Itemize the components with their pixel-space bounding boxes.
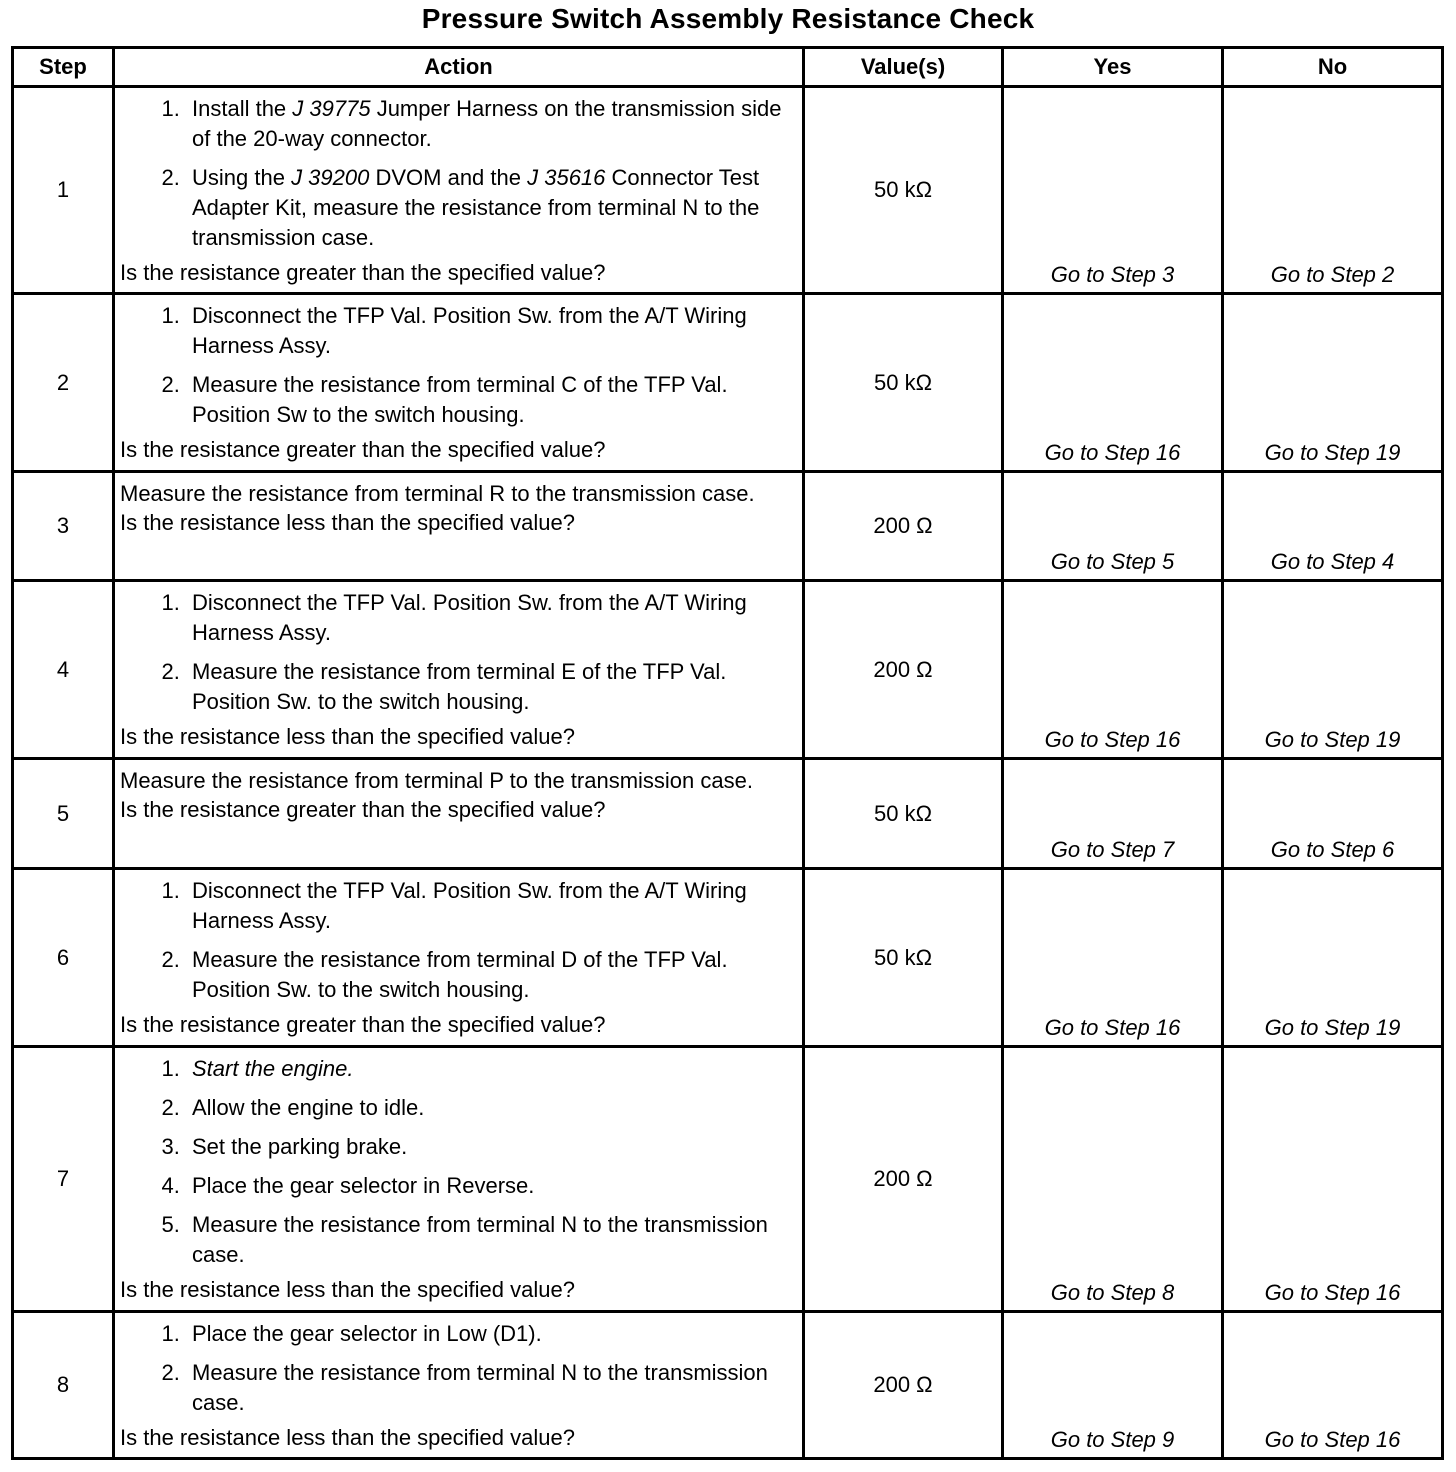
- yes-branch: Go to Step 7: [1003, 759, 1223, 869]
- header-value: Value(s): [804, 48, 1003, 87]
- table-row: [13, 1312, 1443, 1459]
- action-step-item: [186, 1093, 798, 1123]
- step-number: 2: [13, 294, 114, 472]
- header-step: Step: [13, 48, 114, 87]
- step-number: 4: [13, 581, 114, 759]
- action-steps-list: [120, 588, 798, 717]
- table-row: [13, 869, 1443, 1047]
- table-row: [13, 294, 1443, 472]
- table-body: [13, 87, 1443, 1459]
- action-text: Disconnect the TFP Val. Position Sw. from the A/T Wiring Harness Assy.: [192, 878, 747, 933]
- yes-branch: Go to Step 3: [1003, 87, 1223, 294]
- step-number: 8: [13, 1312, 114, 1459]
- action-cell: [114, 87, 804, 294]
- value-cell: 50 kΩ: [804, 294, 1003, 472]
- action-text: Measure the resistance from terminal R to the transmission case.: [120, 481, 755, 506]
- action-step-item: [186, 1210, 798, 1270]
- tool-reference: Start the engine.: [192, 1056, 354, 1081]
- resistance-check-table: [11, 46, 1444, 1460]
- no-branch: Go to Step 4: [1223, 472, 1443, 581]
- value-cell: 50 kΩ: [804, 87, 1003, 294]
- yes-branch: Go to Step 16: [1003, 581, 1223, 759]
- action-text: Install the: [192, 96, 293, 121]
- no-branch: Go to Step 16: [1223, 1047, 1443, 1312]
- value-cell: 200 Ω: [804, 1047, 1003, 1312]
- value-cell: 50 kΩ: [804, 869, 1003, 1047]
- action-step-item: [186, 876, 798, 936]
- page-title: Pressure Switch Assembly Resistance Check: [421, 3, 1035, 34]
- action-step-item: [186, 588, 798, 648]
- action-text: Place the gear selector in Low (D1).: [192, 1321, 542, 1346]
- action-text: Measure the resistance from terminal E of the TFP Val. Position Sw. to the switch housing.: [192, 659, 727, 714]
- tool-reference: J 39200: [291, 165, 370, 190]
- no-branch: Go to Step 19: [1223, 581, 1443, 759]
- action-question: Is the resistance less than the specified value?: [120, 724, 575, 749]
- action-text: Measure the resistance from terminal N to the transmission case.: [192, 1212, 768, 1267]
- action-steps-list: [120, 1319, 798, 1418]
- action-step-item: [186, 301, 798, 361]
- action-step-item: [186, 163, 798, 253]
- action-step-item: [186, 1054, 798, 1084]
- yes-branch: Go to Step 16: [1003, 294, 1223, 472]
- value-cell: 200 Ω: [804, 472, 1003, 581]
- action-cell: [114, 1047, 804, 1312]
- action-question: Is the resistance greater than the specified value?: [120, 797, 606, 822]
- no-branch: Go to Step 19: [1223, 294, 1443, 472]
- action-steps-list: [120, 301, 798, 430]
- action-step-item: [186, 1358, 798, 1418]
- table-row: [13, 87, 1443, 294]
- action-steps-list: [120, 876, 798, 1005]
- action-question: Is the resistance less than the specified value?: [120, 1277, 575, 1302]
- action-cell: [114, 581, 804, 759]
- action-cell: [114, 869, 804, 1047]
- action-step-item: [186, 370, 798, 430]
- action-text: Disconnect the TFP Val. Position Sw. from the A/T Wiring Harness Assy.: [192, 590, 747, 645]
- action-question: Is the resistance less than the specified value?: [120, 510, 575, 535]
- header-no: No: [1223, 48, 1443, 87]
- action-question: Is the resistance greater than the specified value?: [120, 260, 606, 285]
- tool-reference: J 39775: [292, 96, 371, 121]
- action-text: DVOM and the: [369, 165, 528, 190]
- no-branch: Go to Step 19: [1223, 869, 1443, 1047]
- action-text: Measure the resistance from terminal P to the transmission case.: [120, 768, 753, 793]
- action-step-item: [186, 945, 798, 1005]
- yes-branch: Go to Step 5: [1003, 472, 1223, 581]
- action-cell: [114, 472, 804, 581]
- action-text: Measure the resistance from terminal D of the TFP Val. Position Sw. to the switch housing.: [192, 947, 728, 1002]
- action-text: Jumper Harness on the transmission side of the 20-way connector.: [192, 96, 782, 151]
- header-action: Action: [114, 48, 804, 87]
- no-branch: Go to Step 2: [1223, 87, 1443, 294]
- step-number: 5: [13, 759, 114, 869]
- no-branch: Go to Step 6: [1223, 759, 1443, 869]
- table-row: [13, 472, 1443, 581]
- value-cell: 200 Ω: [804, 1312, 1003, 1459]
- table-row: [13, 1047, 1443, 1312]
- action-text: Using the: [192, 165, 292, 190]
- value-cell: 200 Ω: [804, 581, 1003, 759]
- action-step-item: [186, 1132, 798, 1162]
- action-text: Connector Test Adapter Kit, measure the resistance from terminal N to the transmission case.: [192, 165, 760, 250]
- table-header-row: [13, 48, 1443, 87]
- step-number: 6: [13, 869, 114, 1047]
- yes-branch: Go to Step 8: [1003, 1047, 1223, 1312]
- action-cell: [114, 1312, 804, 1459]
- value-cell: 50 kΩ: [804, 759, 1003, 869]
- action-steps-list: [120, 1054, 798, 1270]
- step-number: 1: [13, 87, 114, 294]
- tool-reference: J 35616: [527, 165, 606, 190]
- action-text: Measure the resistance from terminal N to the transmission case.: [192, 1360, 768, 1415]
- action-question: Is the resistance greater than the specified value?: [120, 1012, 606, 1037]
- action-text: Allow the engine to idle.: [192, 1095, 425, 1120]
- action-cell: [114, 759, 804, 869]
- action-step-item: [186, 1171, 798, 1201]
- header-yes: Yes: [1003, 48, 1223, 87]
- table-row: [13, 581, 1443, 759]
- no-branch: Go to Step 16: [1223, 1312, 1443, 1459]
- yes-branch: Go to Step 9: [1003, 1312, 1223, 1459]
- action-text: Disconnect the TFP Val. Position Sw. from the A/T Wiring Harness Assy.: [192, 303, 747, 358]
- action-step-item: [186, 1319, 798, 1349]
- action-text: Measure the resistance from terminal C of the TFP Val. Position Sw to the switch housing.: [192, 372, 728, 427]
- action-cell: [114, 294, 804, 472]
- action-step-item: [186, 657, 798, 717]
- action-text: Place the gear selector in Reverse.: [192, 1173, 535, 1198]
- action-question: Is the resistance greater than the specified value?: [120, 437, 606, 462]
- action-question: Is the resistance less than the specified value?: [120, 1425, 575, 1450]
- step-number: 3: [13, 472, 114, 581]
- action-step-item: [186, 94, 798, 154]
- action-steps-list: [120, 94, 798, 253]
- table-row: [13, 759, 1443, 869]
- yes-branch: Go to Step 16: [1003, 869, 1223, 1047]
- step-number: 7: [13, 1047, 114, 1312]
- action-text: Set the parking brake.: [192, 1134, 408, 1159]
